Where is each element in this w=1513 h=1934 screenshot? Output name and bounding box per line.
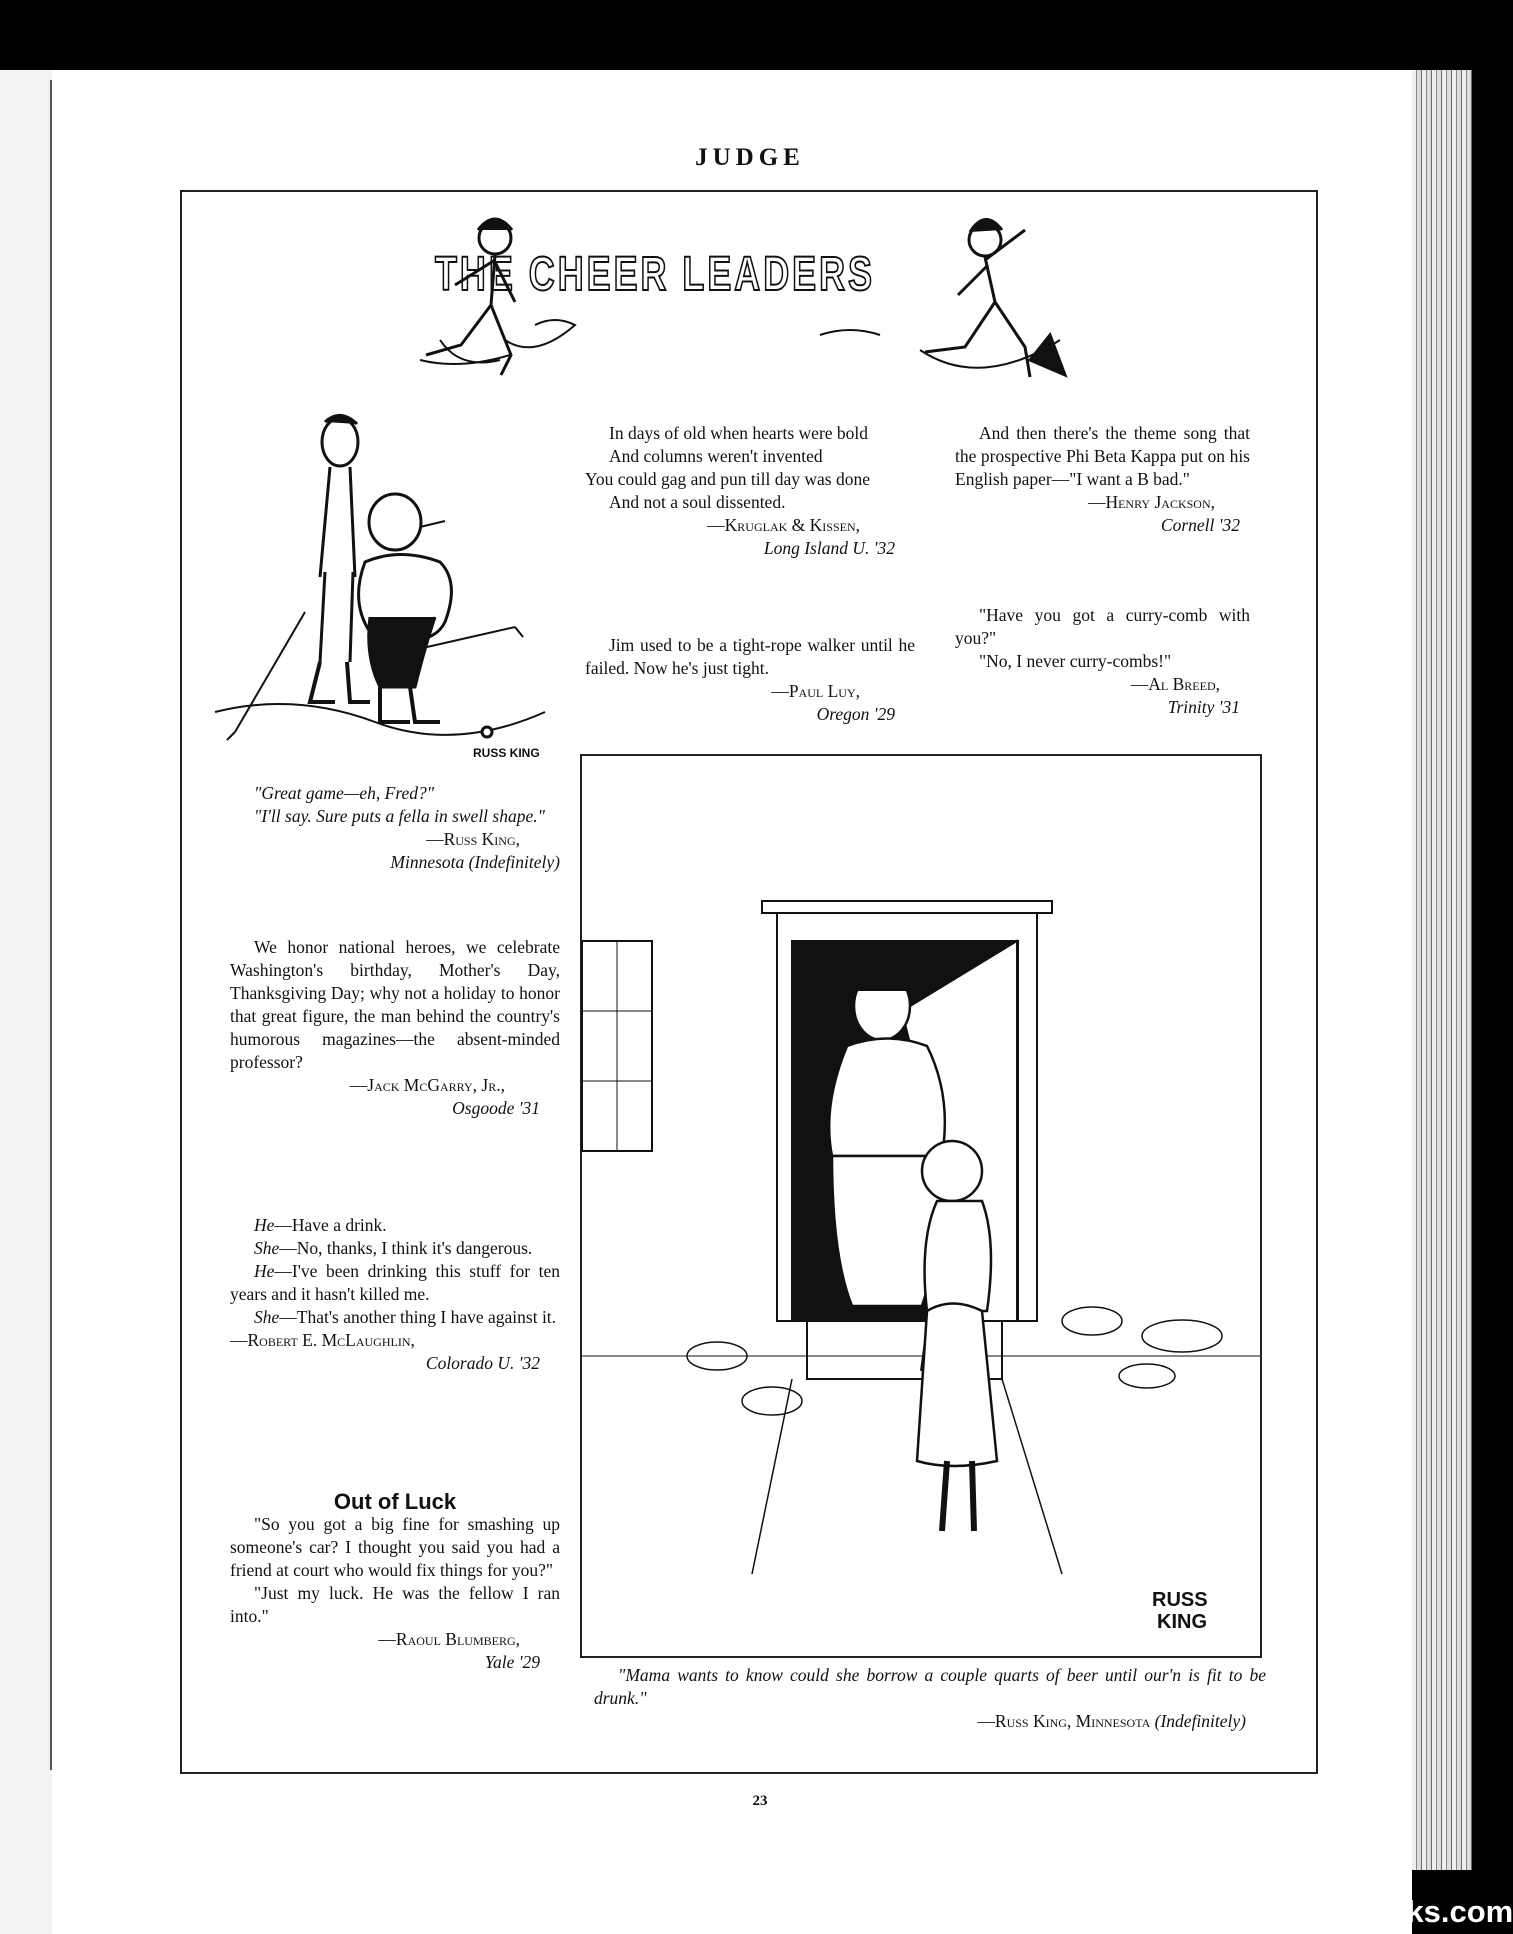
honor-joke <box>230 936 560 1120</box>
school: Cornell '32 <box>1160 515 1240 535</box>
school: Trinity '31 <box>1167 697 1240 717</box>
speaker-she: She <box>254 1238 280 1258</box>
page-stack-edge <box>1412 70 1472 1870</box>
school: Long Island U. '32 <box>763 538 895 558</box>
golf-line-1: "Great game—eh, Fred?" <box>254 783 435 803</box>
short-golfer-head <box>369 494 421 550</box>
poem-line-4: And not a soul dissented. <box>609 492 786 512</box>
banner-title: THE CHEER LEADERS <box>435 248 875 301</box>
school: Osgoode '31 <box>452 1098 540 1118</box>
doorway-cartoon-frame <box>580 754 1262 1658</box>
golf-line-2: "I'll say. Sure puts a fella in swell shape." <box>254 806 545 826</box>
school: Minnesota (Indefinitely) <box>390 852 560 872</box>
speaker-he: He <box>254 1261 275 1281</box>
cheer-leaders-banner <box>400 200 1100 420</box>
byline: —Russ King, <box>426 829 520 849</box>
school: Oregon '29 <box>816 704 895 724</box>
dialogue: —No, thanks, I think it's dangerous. <box>279 1238 533 1258</box>
kruglak-poem <box>585 422 915 560</box>
poem-line-1: In days of old when hearts were bold <box>609 423 869 443</box>
byline: —Kruglak & Kissen, <box>707 515 860 535</box>
tightrope-joke <box>585 634 915 726</box>
joke-line-2: "No, I never curry-combs!" <box>979 651 1172 671</box>
dialogue: —That's another thing I have against it. <box>279 1307 557 1327</box>
golf-cartoon-signature: RUSS KING <box>473 746 540 760</box>
curry-comb-joke <box>955 604 1250 719</box>
joke-para-1: "So you got a big fine for smashing up someone's car? I thought you said you had a friend at court who would fix things for you?" <box>230 1514 560 1580</box>
school: Colorado U. '32 <box>425 1353 540 1373</box>
door-lintel <box>762 901 1052 913</box>
caption-byline-note: (Indefinitely) <box>1154 1711 1246 1731</box>
speaker-he: He <box>254 1215 275 1235</box>
byline: —Al Breed, <box>1130 674 1220 694</box>
dialogue: —I've been drinking this stuff for ten years and it hasn't killed me. <box>230 1261 560 1304</box>
byline: —Henry Jackson, <box>1087 492 1215 512</box>
doorway-cartoon <box>582 756 1260 1656</box>
caption-text: "Mama wants to know could she borrow a couple quarts of beer until our'n is fit to be drunk." <box>594 1665 1266 1708</box>
poem-line-3: You could gag and pun till day was done <box>585 469 870 489</box>
golf-cartoon <box>215 412 545 760</box>
byline: —Paul Luy, <box>771 681 860 701</box>
cartoon-signature-2: KING <box>1157 1611 1207 1633</box>
out-of-luck-joke <box>230 1490 560 1674</box>
dialogue: —Have a drink. <box>274 1215 387 1235</box>
joke-text: Jim used to be a tight-rope walker until he failed. Now he's just tight. <box>585 635 915 678</box>
byline: —Robert E. McLaughlin, <box>230 1330 415 1350</box>
golf-caption <box>230 782 560 874</box>
poem-line-2: And columns weren't invented <box>609 446 823 466</box>
page-number: 23 <box>752 1793 768 1809</box>
byline: —Jack McGarry, Jr., <box>349 1075 505 1095</box>
cartoon-caption <box>594 1664 1266 1733</box>
tall-golfer-head <box>322 418 358 466</box>
watermark: comicbooks.com <box>1260 1894 1513 1929</box>
byline: —Raoul Blumberg, <box>378 1629 520 1649</box>
drink-joke <box>230 1214 560 1375</box>
magazine-header: JUDGE <box>695 144 805 171</box>
phi-beta-kappa-joke <box>955 422 1250 537</box>
joke-text: And then there's the theme song that the prospective Phi Beta Kappa put on his English paper—"I want a B bad." <box>955 423 1250 489</box>
speaker-she: She <box>254 1307 280 1327</box>
joke-title: Out of Luck <box>333 1489 457 1514</box>
joke-text: We honor national heroes, we celebrate Washington's birthday, Mother's Day, Thanksgiving Day; why not a holiday to honor that great figure, the man behind the country's humorous magazines—the absent-minded professor? <box>230 937 560 1072</box>
caption-byline: —Russ King, Minnesota <box>977 1711 1151 1731</box>
joke-para-2: "Just my luck. He was the fellow I ran into." <box>230 1583 560 1626</box>
previous-page-edge <box>0 70 52 1934</box>
school: Yale '29 <box>484 1652 540 1672</box>
joke-line-1: "Have you got a curry-comb with you?" <box>955 605 1250 648</box>
cartoon-signature-1: RUSS <box>1152 1589 1208 1611</box>
